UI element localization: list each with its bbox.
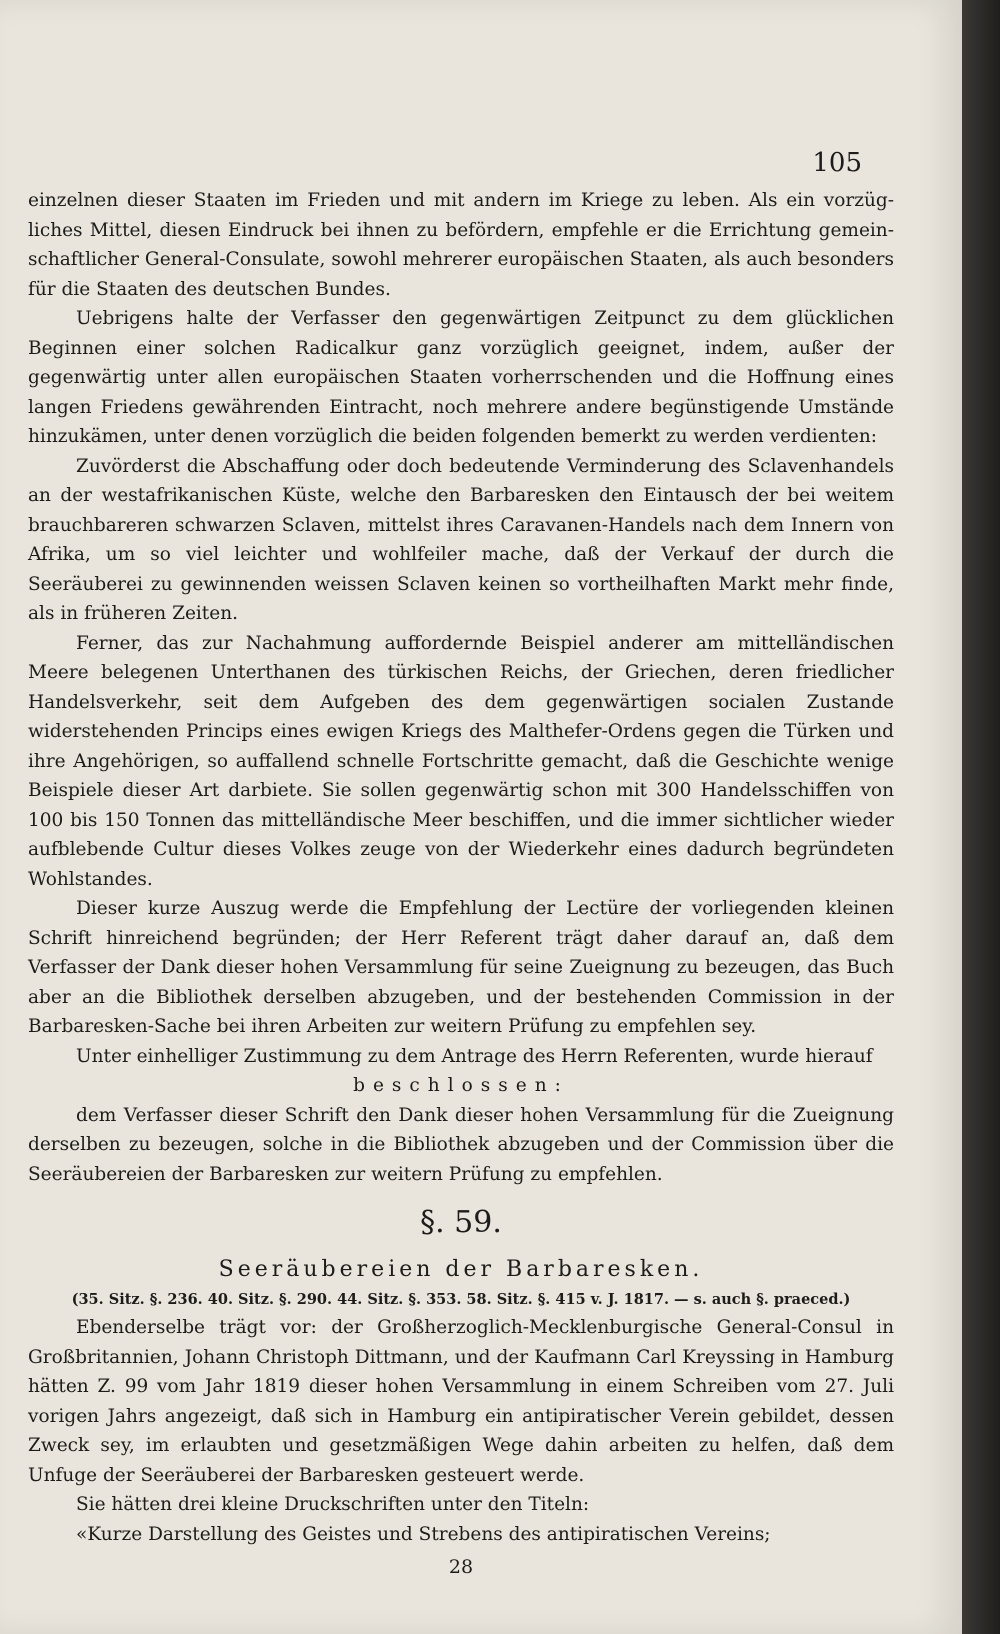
section-title: Seeräubereien der Barbaresken. bbox=[218, 1257, 704, 1282]
resolution-text: dem Verfasser dieser Schrift den Dank dieser hohen Versammlung für die Zueignung derselben zu bezeugen, solche in die Bibliothek abzugeben und der Commission über die Seeräubereien der Barbaresken zur weitern Prüfung zu empfehlen. bbox=[28, 1104, 894, 1185]
paragraph: Zuvörderst die Abschaffung oder doch bedeutende Verminderung des Sclavenhandels an der westafrikanischen Küste, welche den Barbaresken den Eintausch der bei weitem brauchbareren schwarzen Sclaven, mittelst ihres Caravanen-Handels nach dem Innern von Afrika, um so viel leichter und wohlfeiler mache, daß der Verkauf der durch die Seeräuberei zu gewinnenden weissen Sclaven keinen so vortheilhaften Markt mehr finde, als in früheren Zeiten. bbox=[28, 455, 894, 624]
section-number: §. 59. bbox=[420, 1205, 502, 1240]
paragraph: Unter einhelliger Zustimmung zu dem Antrage des Herrn Referenten, wurde hierauf bbox=[76, 1045, 873, 1067]
signature-mark: 28 bbox=[448, 1556, 474, 1578]
paragraph: Dieser kurze Auszug werde die Empfehlung der Lectüre der vorliegenden kleinen Schrift hinreichend begründen; der Herr Referent trägt daher darauf an, daß dem Verfasser der Dank dieser hohen Versammlung für seine Zueignung zu bezeugen, das Buch aber an die Bibliothek derselben abzugeben, und der bestehenden Commission in der Barbaresken-Sache bei ihren Arbeiten zur weitern Prüfung zu empfehlen sey. bbox=[28, 898, 894, 1037]
paragraph: einzelnen dieser Staaten im Frieden und mit andern im Kriege zu leben. Als ein vorzügliches Mittel, diesen Eindruck bei ihnen zu befördern, empfehle er die Errichtung gemeinschaftlicher General-Consulate, sowohl mehrerer europäischen Staaten, als auch besonders für die Staaten des deutschen Bundes. bbox=[28, 190, 894, 300]
page-number: 105 bbox=[812, 148, 862, 178]
paragraph: «Kurze Darstellung des Geistes und Strebens des antipiratischen Vereins; bbox=[76, 1523, 771, 1545]
resolution-label: beschlossen: bbox=[353, 1075, 569, 1096]
paragraph: Sie hätten drei kleine Druckschriften unter den Titeln: bbox=[76, 1494, 590, 1515]
body-text bbox=[28, 186, 894, 1583]
paragraph: Ebenderselbe trägt vor: der Großherzoglich-Mecklenburgische General-Consul in Großbritannien, Johann Christoph Dittmann, und der Kaufmann Carl Kreyssing in Hamburg hätten Z. 99 vom Jahr 1819 dieser hohen Versammlung in einem Schreiben vom 27. Juli vorigen Jahrs angezeigt, daß sich in Hamburg ein antipiratischer Verein gebildet, dessen Zweck sey, im erlaubten und gesetzmäßigen Wege dahin arbeiten zu helfen, daß dem Unfuge der Seeräuberei der Barbaresken gesteuert werde. bbox=[28, 1317, 894, 1486]
section-references: (35. Sitz. §. 236. 40. Sitz. §. 290. 44. Sitz. §. 353. 58. Sitz. §. 415 v. J. 1817. — s. auch §. praeced.) bbox=[71, 1291, 851, 1308]
paragraph: Uebrigens halte der Verfasser den gegenwärtigen Zeitpunct zu dem glücklichen Beginnen einer solchen Radicalkur ganz vorzüglich geeignet, indem, außer der gegenwärtig unter allen europäischen Staaten vorherrschenden und die Hoffnung eines langen Friedens gewährenden Eintracht, noch mehrere andere begünstigende Umstände hinzukämen, unter denen vorzüglich die beiden folgenden bemerkt zu werden verdienten: bbox=[28, 308, 894, 447]
paragraph: Ferner, das zur Nachahmung auffordernde Beispiel anderer am mittelländischen Meere belegenen Unterthanen des türkischen Reichs, der Griechen, deren friedlicher Handelsverkehr, seit dem Aufgeben des dem gegenwärtigen socialen Zustande widerstehenden Princips eines ewigen Kriegs des Malthefer-Ordens gegen die Türken und ihre Angehörigen, so auffallend schnelle Fortschritte gemacht, daß die Geschichte wenige Beispiele dieser Art darbiete. Sie sollen gegenwärtig schon mit 300 Handelsschiffen von 100 bis 150 Tonnen das mittelländische Meer beschiffen, und die immer sichtlicher wieder aufblebende Cultur dieses Volkes zeuge von der Wiederkehr eines dadurch begründeten Wohlstandes. bbox=[28, 632, 894, 890]
page-edge bbox=[962, 0, 1000, 1634]
